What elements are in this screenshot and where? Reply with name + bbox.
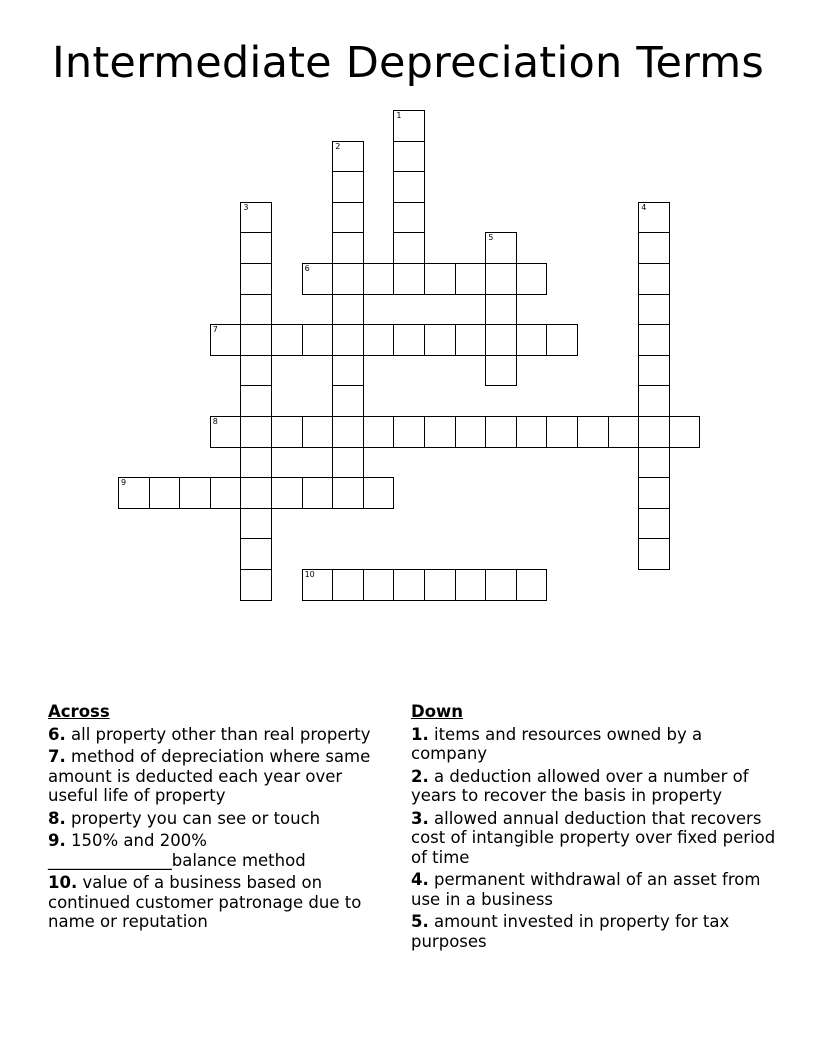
crossword-cell[interactable] bbox=[516, 416, 548, 448]
crossword-cell[interactable] bbox=[546, 324, 578, 356]
clue-text: all property other than real property bbox=[71, 724, 371, 744]
crossword-cell[interactable] bbox=[363, 416, 395, 448]
crossword-cell[interactable] bbox=[179, 477, 211, 509]
crossword-cell[interactable] bbox=[516, 263, 548, 295]
crossword-cell[interactable] bbox=[240, 294, 272, 326]
page-title: Intermediate Depreciation Terms bbox=[52, 38, 764, 88]
cell-number: 2 bbox=[335, 141, 341, 151]
clue-text: allowed annual deduction that recovers cost of intangible property over fixed period of time bbox=[411, 808, 776, 867]
crossword-cell[interactable] bbox=[332, 447, 364, 479]
crossword-cell[interactable] bbox=[485, 416, 517, 448]
crossword-cell[interactable] bbox=[638, 477, 670, 509]
cell-number: 6 bbox=[304, 264, 310, 273]
crossword-cell[interactable] bbox=[240, 569, 272, 601]
across-clues bbox=[48, 702, 388, 935]
crossword-cell[interactable] bbox=[516, 324, 548, 356]
crossword-cell[interactable] bbox=[302, 263, 334, 295]
crossword-cell[interactable] bbox=[210, 324, 242, 356]
clue-number: 1. bbox=[411, 724, 429, 744]
crossword-cell[interactable] bbox=[485, 294, 517, 326]
crossword-cell[interactable] bbox=[240, 263, 272, 295]
clue-text: method of depreciation where same amount is deducted each year over useful life of property bbox=[48, 747, 371, 805]
crossword-cell[interactable] bbox=[424, 263, 456, 295]
crossword-cell[interactable] bbox=[332, 324, 364, 356]
crossword-cell[interactable] bbox=[424, 569, 456, 601]
down-heading: Down bbox=[411, 702, 464, 721]
crossword-cell[interactable] bbox=[393, 110, 425, 142]
crossword-cell[interactable] bbox=[363, 263, 395, 295]
clue-number: 5. bbox=[411, 912, 429, 931]
crossword-cell[interactable] bbox=[393, 324, 425, 356]
clue-number: 8. bbox=[48, 808, 66, 828]
crossword-cell[interactable] bbox=[332, 355, 364, 387]
cell-number: 7 bbox=[212, 325, 218, 335]
crossword-cell[interactable] bbox=[455, 324, 487, 356]
crossword-cell[interactable] bbox=[455, 263, 487, 295]
crossword-cell[interactable] bbox=[332, 171, 364, 203]
clue-number: 6. bbox=[48, 724, 66, 744]
crossword-cell[interactable] bbox=[332, 477, 364, 509]
crossword-cell[interactable] bbox=[638, 355, 670, 387]
crossword-cell[interactable] bbox=[546, 416, 578, 448]
crossword-cell[interactable] bbox=[332, 202, 364, 234]
cell-number: 8 bbox=[212, 417, 218, 426]
crossword-cell[interactable] bbox=[638, 385, 670, 417]
crossword-cell[interactable] bbox=[302, 324, 334, 356]
crossword-cell[interactable] bbox=[638, 508, 670, 540]
crossword-cell[interactable] bbox=[424, 324, 456, 356]
crossword-cell[interactable] bbox=[393, 171, 425, 203]
across-clue-7 bbox=[48, 747, 388, 806]
crossword-cell[interactable] bbox=[240, 232, 272, 264]
crossword-cell[interactable] bbox=[485, 355, 517, 387]
crossword-cell[interactable] bbox=[332, 569, 364, 601]
clue-number: 9. bbox=[48, 831, 66, 850]
crossword-cell[interactable] bbox=[240, 416, 272, 448]
clue-text: items and resources owned by a company bbox=[411, 724, 703, 763]
crossword-cell[interactable] bbox=[210, 477, 242, 509]
crossword-cell[interactable] bbox=[271, 477, 303, 509]
crossword-cell[interactable] bbox=[393, 569, 425, 601]
crossword-cell[interactable] bbox=[271, 324, 303, 356]
clue-number: 2. bbox=[411, 766, 429, 786]
cell-number: 1 bbox=[396, 111, 402, 120]
crossword-cell[interactable] bbox=[302, 569, 334, 601]
down-clue-1 bbox=[411, 725, 781, 764]
cell-number: 9 bbox=[121, 478, 127, 488]
crossword-cell[interactable] bbox=[608, 416, 640, 448]
clue-number: 10. bbox=[48, 873, 78, 892]
crossword-cell[interactable] bbox=[240, 477, 272, 509]
across-clue-10 bbox=[48, 873, 388, 932]
crossword-cell[interactable] bbox=[485, 569, 517, 601]
crossword-cell[interactable] bbox=[393, 263, 425, 295]
crossword-cell[interactable] bbox=[577, 416, 609, 448]
clue-text: property you can see or touch bbox=[71, 808, 321, 828]
crossword-cell[interactable] bbox=[332, 294, 364, 326]
crossword-cell[interactable] bbox=[638, 416, 670, 448]
crossword-cell[interactable] bbox=[485, 324, 517, 356]
crossword-cell[interactable] bbox=[240, 508, 272, 540]
clue-text: 150% and 200% _______________balance method bbox=[48, 831, 306, 870]
cell-number: 5 bbox=[488, 233, 494, 243]
cell-number: 3 bbox=[243, 202, 249, 212]
clue-text: value of a business based on continued customer patronage due to name or reputation bbox=[48, 873, 362, 931]
crossword-cell[interactable] bbox=[393, 141, 425, 173]
crossword-cell[interactable] bbox=[393, 202, 425, 234]
crossword-cell[interactable] bbox=[363, 324, 395, 356]
clue-text: permanent withdrawal of an asset from use in a business bbox=[411, 870, 761, 909]
crossword-cell[interactable] bbox=[240, 202, 272, 234]
crossword-cell[interactable] bbox=[393, 416, 425, 448]
crossword-cell[interactable] bbox=[240, 355, 272, 387]
crossword-cell[interactable] bbox=[240, 538, 272, 570]
down-clue-3 bbox=[411, 809, 781, 868]
clue-text: a deduction allowed over a number of years to recover the basis in property bbox=[411, 766, 749, 805]
across-heading: Across bbox=[48, 702, 110, 721]
cell-number: 4 bbox=[641, 202, 647, 212]
crossword-cell[interactable] bbox=[149, 477, 181, 509]
crossword-cell[interactable] bbox=[393, 232, 425, 264]
crossword-cell[interactable] bbox=[332, 232, 364, 264]
clue-number: 3. bbox=[411, 808, 429, 828]
crossword-cell[interactable] bbox=[271, 416, 303, 448]
crossword-cell[interactable] bbox=[485, 263, 517, 295]
crossword-cell[interactable] bbox=[240, 324, 272, 356]
across-clue-6 bbox=[48, 725, 388, 745]
crossword-cell[interactable] bbox=[240, 447, 272, 479]
crossword-cell[interactable] bbox=[638, 447, 670, 479]
down-clue-2 bbox=[411, 767, 781, 806]
crossword-cell[interactable] bbox=[638, 324, 670, 356]
crossword-cell[interactable] bbox=[516, 569, 548, 601]
crossword-cell[interactable] bbox=[302, 477, 334, 509]
crossword-cell[interactable] bbox=[332, 416, 364, 448]
clue-text: amount invested in property for tax purposes bbox=[411, 912, 730, 951]
crossword-cell[interactable] bbox=[638, 263, 670, 295]
crossword-cell[interactable] bbox=[210, 416, 242, 448]
crossword-cell[interactable] bbox=[455, 416, 487, 448]
crossword-cell[interactable] bbox=[332, 385, 364, 417]
across-clue-9 bbox=[48, 831, 388, 870]
cell-number: 10 bbox=[304, 570, 315, 579]
crossword-cell[interactable] bbox=[424, 416, 456, 448]
crossword-cell[interactable] bbox=[638, 202, 670, 234]
crossword-cell[interactable] bbox=[332, 263, 364, 295]
down-clue-4 bbox=[411, 870, 781, 909]
down-clue-5 bbox=[411, 912, 781, 951]
crossword-cell[interactable] bbox=[638, 538, 670, 570]
crossword-cell[interactable] bbox=[485, 232, 517, 264]
crossword-cell[interactable] bbox=[638, 232, 670, 264]
clue-number: 7. bbox=[48, 747, 66, 766]
crossword-cell[interactable] bbox=[363, 569, 395, 601]
clue-number: 4. bbox=[411, 870, 429, 889]
crossword-cell[interactable] bbox=[240, 385, 272, 417]
crossword-cell[interactable] bbox=[363, 477, 395, 509]
crossword-cell[interactable] bbox=[118, 477, 150, 509]
crossword-cell[interactable] bbox=[332, 141, 364, 173]
across-clue-8 bbox=[48, 809, 388, 829]
crossword-cell[interactable] bbox=[638, 294, 670, 326]
crossword-cell[interactable] bbox=[302, 416, 334, 448]
crossword-cell[interactable] bbox=[669, 416, 701, 448]
down-clues bbox=[411, 702, 781, 954]
crossword-cell[interactable] bbox=[455, 569, 487, 601]
